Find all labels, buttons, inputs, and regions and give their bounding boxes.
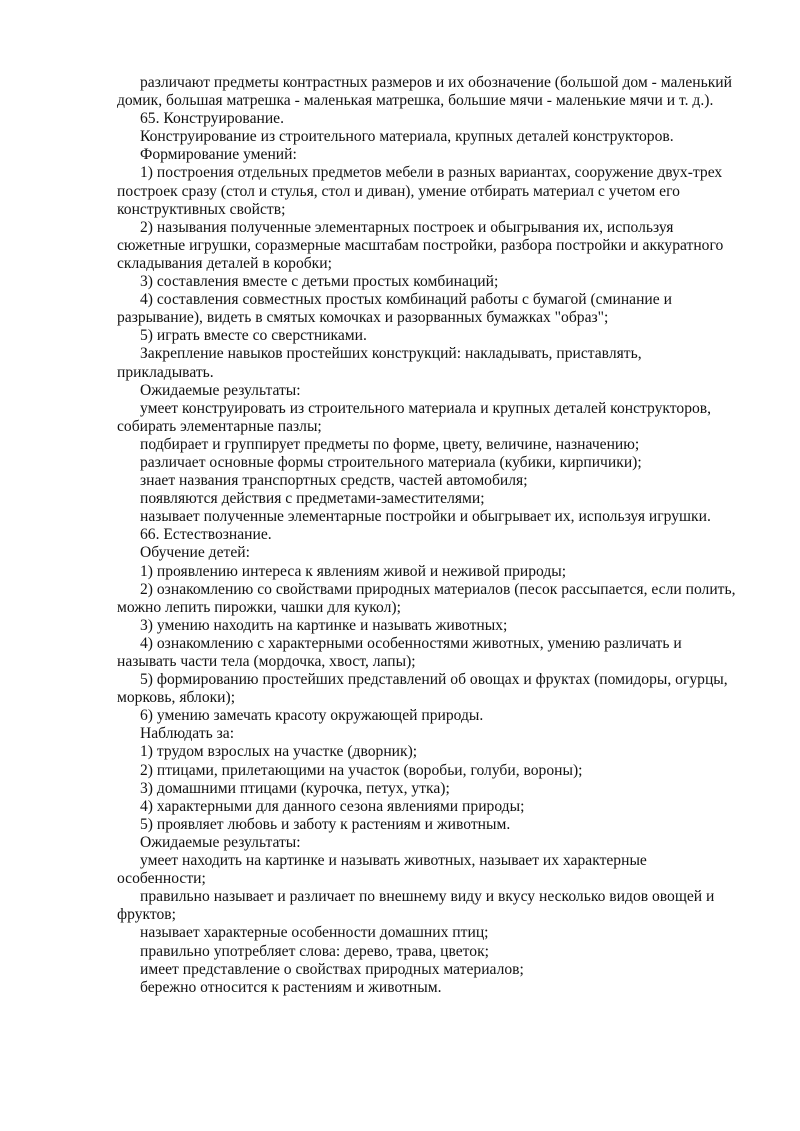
list-item: 5) играть вместе со сверстниками. xyxy=(140,327,367,345)
list-item: 2) ознакомлению со свойствами природных материалов (песок рассыпается, если полить, можно лепить пирожки, чашки для кукол); xyxy=(117,580,736,616)
list-item: подбирает и группирует предметы по форме, цвету, величине, назначению; xyxy=(140,435,640,453)
paragraph: Наблюдать за: xyxy=(140,725,235,743)
list-item: 4) ознакомлению с характерными особенностями животных, умению различать и называть части тела (мордочка, хвост, лапы); xyxy=(117,634,682,670)
list-item: появляются действия с предметами-заместителями; xyxy=(140,490,485,508)
list-item: имеет представление о свойствах природных материалов; xyxy=(140,960,524,978)
paragraph: Конструирование из строительного материала, крупных деталей конструкторов. xyxy=(140,128,674,146)
paragraph: Ожидаемые результаты: xyxy=(140,381,301,399)
list-item: бережно относится к растениям и животным. xyxy=(140,978,442,996)
paragraph: Закрепление навыков простейших конструкций: накладывать, приставлять, прикладывать. xyxy=(117,345,642,381)
list-item: умеет находить на картинке и называть животных, называет их характерные особенности; xyxy=(117,852,647,888)
list-item: правильно употребляет слова: дерево, трава, цветок; xyxy=(140,942,489,960)
section-heading: 66. Естествознание. xyxy=(140,526,272,544)
list-item: 3) составления вместе с детьми простых комбинаций; xyxy=(140,273,499,291)
list-item: различает основные формы строительного материала (кубики, кирпичики); xyxy=(140,453,642,471)
list-item: 3) домашними птицами (курочка, петух, утка); xyxy=(140,779,450,797)
list-item: знает названия транспортных средств, частей автомобиля; xyxy=(140,472,528,490)
list-item: 4) составления совместных простых комбинаций работы с бумагой (сминание и разрывание), видеть в смятых комочках и разорванных бумажках "образ"; xyxy=(117,291,672,327)
list-item: 2) называния полученные элементарных построек и обыгрывания их, используя сюжетные игрушки, соразмерные масштабам постройки, разбора постройки и аккуратного складывания деталей в коробки; xyxy=(117,218,724,272)
list-item: 5) проявляет любовь и заботу к растениям и животным. xyxy=(140,815,511,833)
section-heading: 65. Конструирование. xyxy=(140,110,284,128)
list-item: 6) умению замечать красоту окружающей природы. xyxy=(140,707,484,725)
paragraph: различают предметы контрастных размеров и их обозначение (большой дом - маленький домик, большая матрешка - маленькая матрешка, большие мячи - маленькие мячи и т. д.). xyxy=(117,74,732,110)
list-item: называет характерные особенности домашних птиц; xyxy=(140,924,489,942)
list-item: называет полученные элементарные постройки и обыгрывает их, используя игрушки. xyxy=(140,508,711,526)
list-item: 1) трудом взрослых на участке (дворник); xyxy=(140,743,418,761)
list-item: 2) птицами, прилетающими на участок (воробьи, голуби, вороны); xyxy=(140,761,583,779)
list-item: правильно называет и различает по внешнему виду и вкусу несколько видов овощей и фруктов; xyxy=(117,888,715,924)
paragraph: Обучение детей: xyxy=(140,544,250,562)
list-item: 1) проявлению интереса к явлениям живой и неживой природы; xyxy=(140,562,567,580)
paragraph: Формирование умений: xyxy=(140,146,297,164)
document-page xyxy=(117,74,739,997)
list-item: 1) построения отдельных предметов мебели в разных вариантах, сооружение двух-трех построек сразу (стол и стулья, стол и диван), умение отбирать материал с учетом его конструктивных свойств; xyxy=(117,164,723,218)
list-item: 3) умению находить на картинке и называть животных; xyxy=(140,616,508,634)
list-item: 5) формированию простейших представлений об овощах и фруктах (помидоры, огурцы, морковь, яблоки); xyxy=(117,671,728,707)
list-item: 4) характерными для данного сезона явлениями природы; xyxy=(140,797,525,815)
list-item: умеет конструировать из строительного материала и крупных деталей конструкторов, собирать элементарные пазлы; xyxy=(117,399,712,435)
paragraph: Ожидаемые результаты: xyxy=(140,833,301,851)
